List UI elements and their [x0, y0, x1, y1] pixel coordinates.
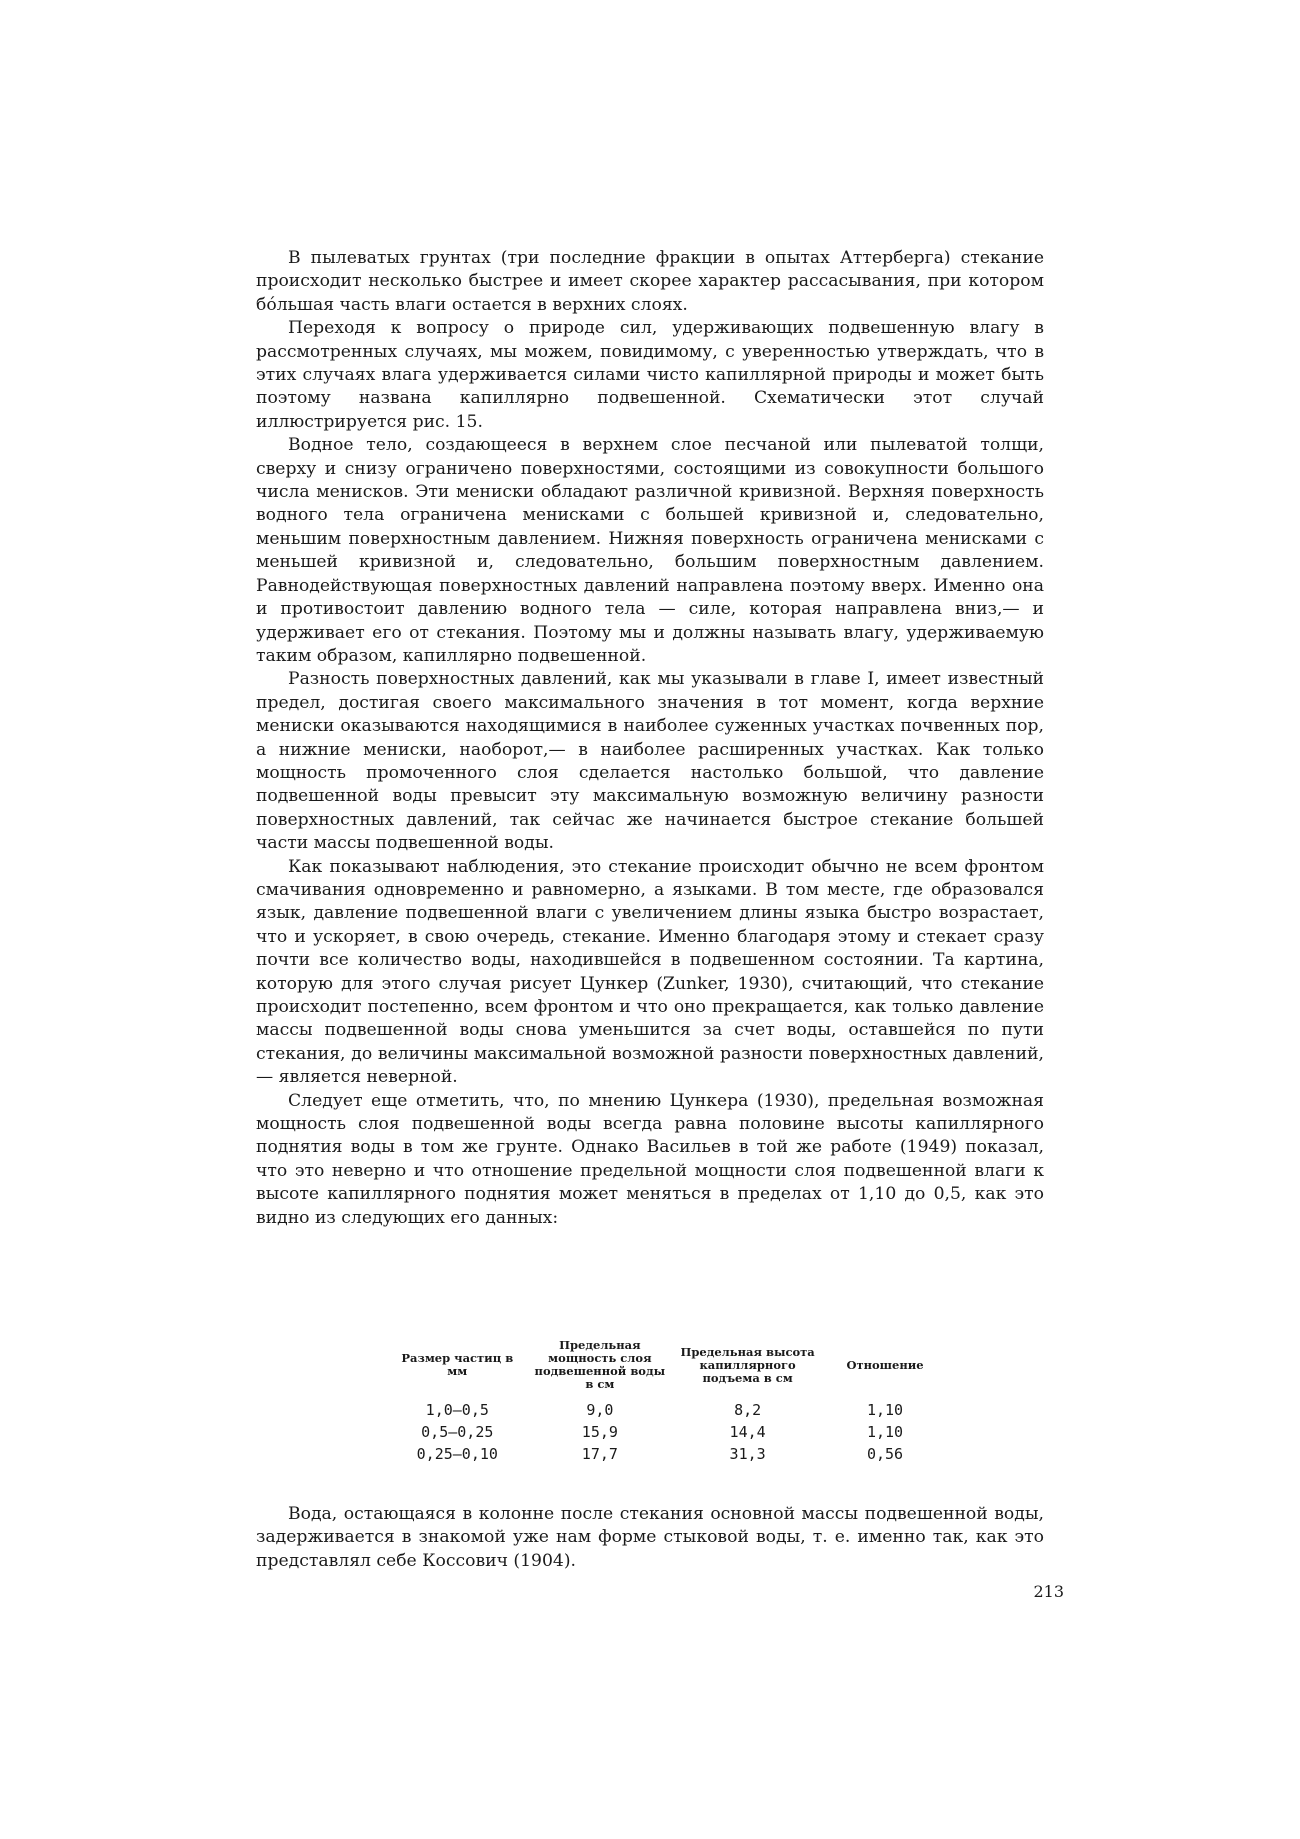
- table-cell: 1,10: [866, 1423, 904, 1441]
- page-number: 213: [1033, 1582, 1064, 1601]
- closing-text: [256, 1503, 1044, 1573]
- table-cell: 31,3: [729, 1445, 766, 1463]
- table-cell: 9,0: [586, 1401, 614, 1419]
- table-row: [386, 1443, 946, 1465]
- paragraph: В пылеватых грунтах (три последние фракции в опытах Аттерберга) стекание происходит несколько быстрее и имеет скорее характер рассасывания, при котором бóльшая часть влаги остается в верхних слоях.: [256, 248, 1044, 315]
- table-cell: 0,25—0,10: [416, 1445, 498, 1463]
- table-cell: 0,56: [866, 1445, 904, 1463]
- column-header: Отношение: [846, 1357, 924, 1372]
- paragraph: Переходя к вопросу о природе сил, удерживающих подвешенную влагу в рассмотренных случаях, мы можем, повидимому, с уверенностью утверждать, что в этих случаях влага удерживается силами чисто капиллярной природы и может быть поэтому названа капиллярно подвешенной. Схематически этот случай иллюстрируется рис. 15.: [256, 318, 1044, 432]
- paragraph: Разность поверхностных давлений, как мы указывали в главе I, имеет известный предел, достигая своего максимального значения в тот момент, когда верхние мениски оказываются находящимися в наиболее суженных участках почвенных пор, а нижние мениски, наоборот,— в наиболее расширенных участках. Как только мощность промоченного слоя сделается настолько большой, что давление подвешенной воды превысит эту максимальную возможную величину разности поверхностных давлений, так сейчас же начинается быстрое стекание большей части массы подвешенной воды.: [256, 669, 1044, 854]
- table-cell: 15,9: [581, 1423, 618, 1441]
- table-cell: 14,4: [729, 1423, 766, 1441]
- paragraph: Водное тело, создающееся в верхнем слое песчаной или пылеватой толщи, сверху и снизу ограничено поверхностями, состоящими из совокупности большого числа менисков. Эти мениски обладают различной кривизной. Верхняя поверхность водного тела ограничена менисками с большей кривизной и, следовательно, меньшим поверхностным давлением. Нижняя поверхность ограничена менисками с меньшей кривизной и, следовательно, большим поверхностным давлением. Равнодействующая поверхностных давлений направлена поэтому вверх. Именно она и противостоит давлению водного тела — силе, которая направлена вниз,— и удерживает его от стекания. Поэтому мы и должны называть влагу, удерживаемую таким образом, капиллярно подвешенной.: [256, 435, 1044, 666]
- paragraph: Следует еще отметить, что, по мнению Цункера (1930), предельная возможная мощность слоя подвешенной воды всегда равна половине высоты капиллярного поднятия воды в том же грунте. Однако Васильев в той же работе (1949) показал, что это неверно и что отношение предельной мощности слоя подвешенной влаги к высоте капиллярного поднятия может меняться в пределах от 1,10 до 0,5, как это видно из следующих его данных:: [256, 1090, 1044, 1228]
- table-cell: 8,2: [734, 1401, 762, 1419]
- paragraph: Как показывают наблюдения, это стекание происходит обычно не всем фронтом смачивания одновременно и равномерно, а языками. В том месте, где образовался язык, давление подвешенной влаги с увеличением длины языка быстро возрастает, что и ускоряет, в свою очередь, стекание. Именно благодаря этому и стекает сразу почти все количество воды, находившейся в подвешенном состоянии. Та картина, которую для этого случая рисует Цункер (Zunker, 1930), считающий, что стекание происходит постепенно, всем фронтом и что оно прекращается, как только давление массы подвешенной воды снова уменьшится за счет воды, оставшейся по пути стекания, до величины максимальной возможной разности поверхностных давлений,— является неверной.: [256, 856, 1044, 1088]
- column-header: Предельная высота капиллярного подъема в см: [680, 1344, 815, 1385]
- table-cell: 0,5—0,25: [421, 1423, 494, 1441]
- table-row: [386, 1399, 946, 1421]
- table-cell: 17,7: [581, 1445, 618, 1463]
- paragraph: Вода, остающаяся в колонне после стекания основной массы подвешенной воды, задерживается в знакомой уже нам форме стыковой воды, т. е. именно так, как это представлял себе Коссович (1904).: [256, 1504, 1044, 1571]
- column-header: Размер частиц в мм: [401, 1351, 514, 1378]
- column-header: Предельная мощность слоя подвешенной воды в см: [534, 1338, 666, 1391]
- table-header-row: [386, 1339, 946, 1399]
- data-table: [386, 1339, 946, 1465]
- body-text: [256, 247, 1044, 1230]
- table-row: [386, 1421, 946, 1443]
- table-cell: 1,10: [866, 1401, 904, 1419]
- table-cell: 1,0—0,5: [425, 1401, 489, 1419]
